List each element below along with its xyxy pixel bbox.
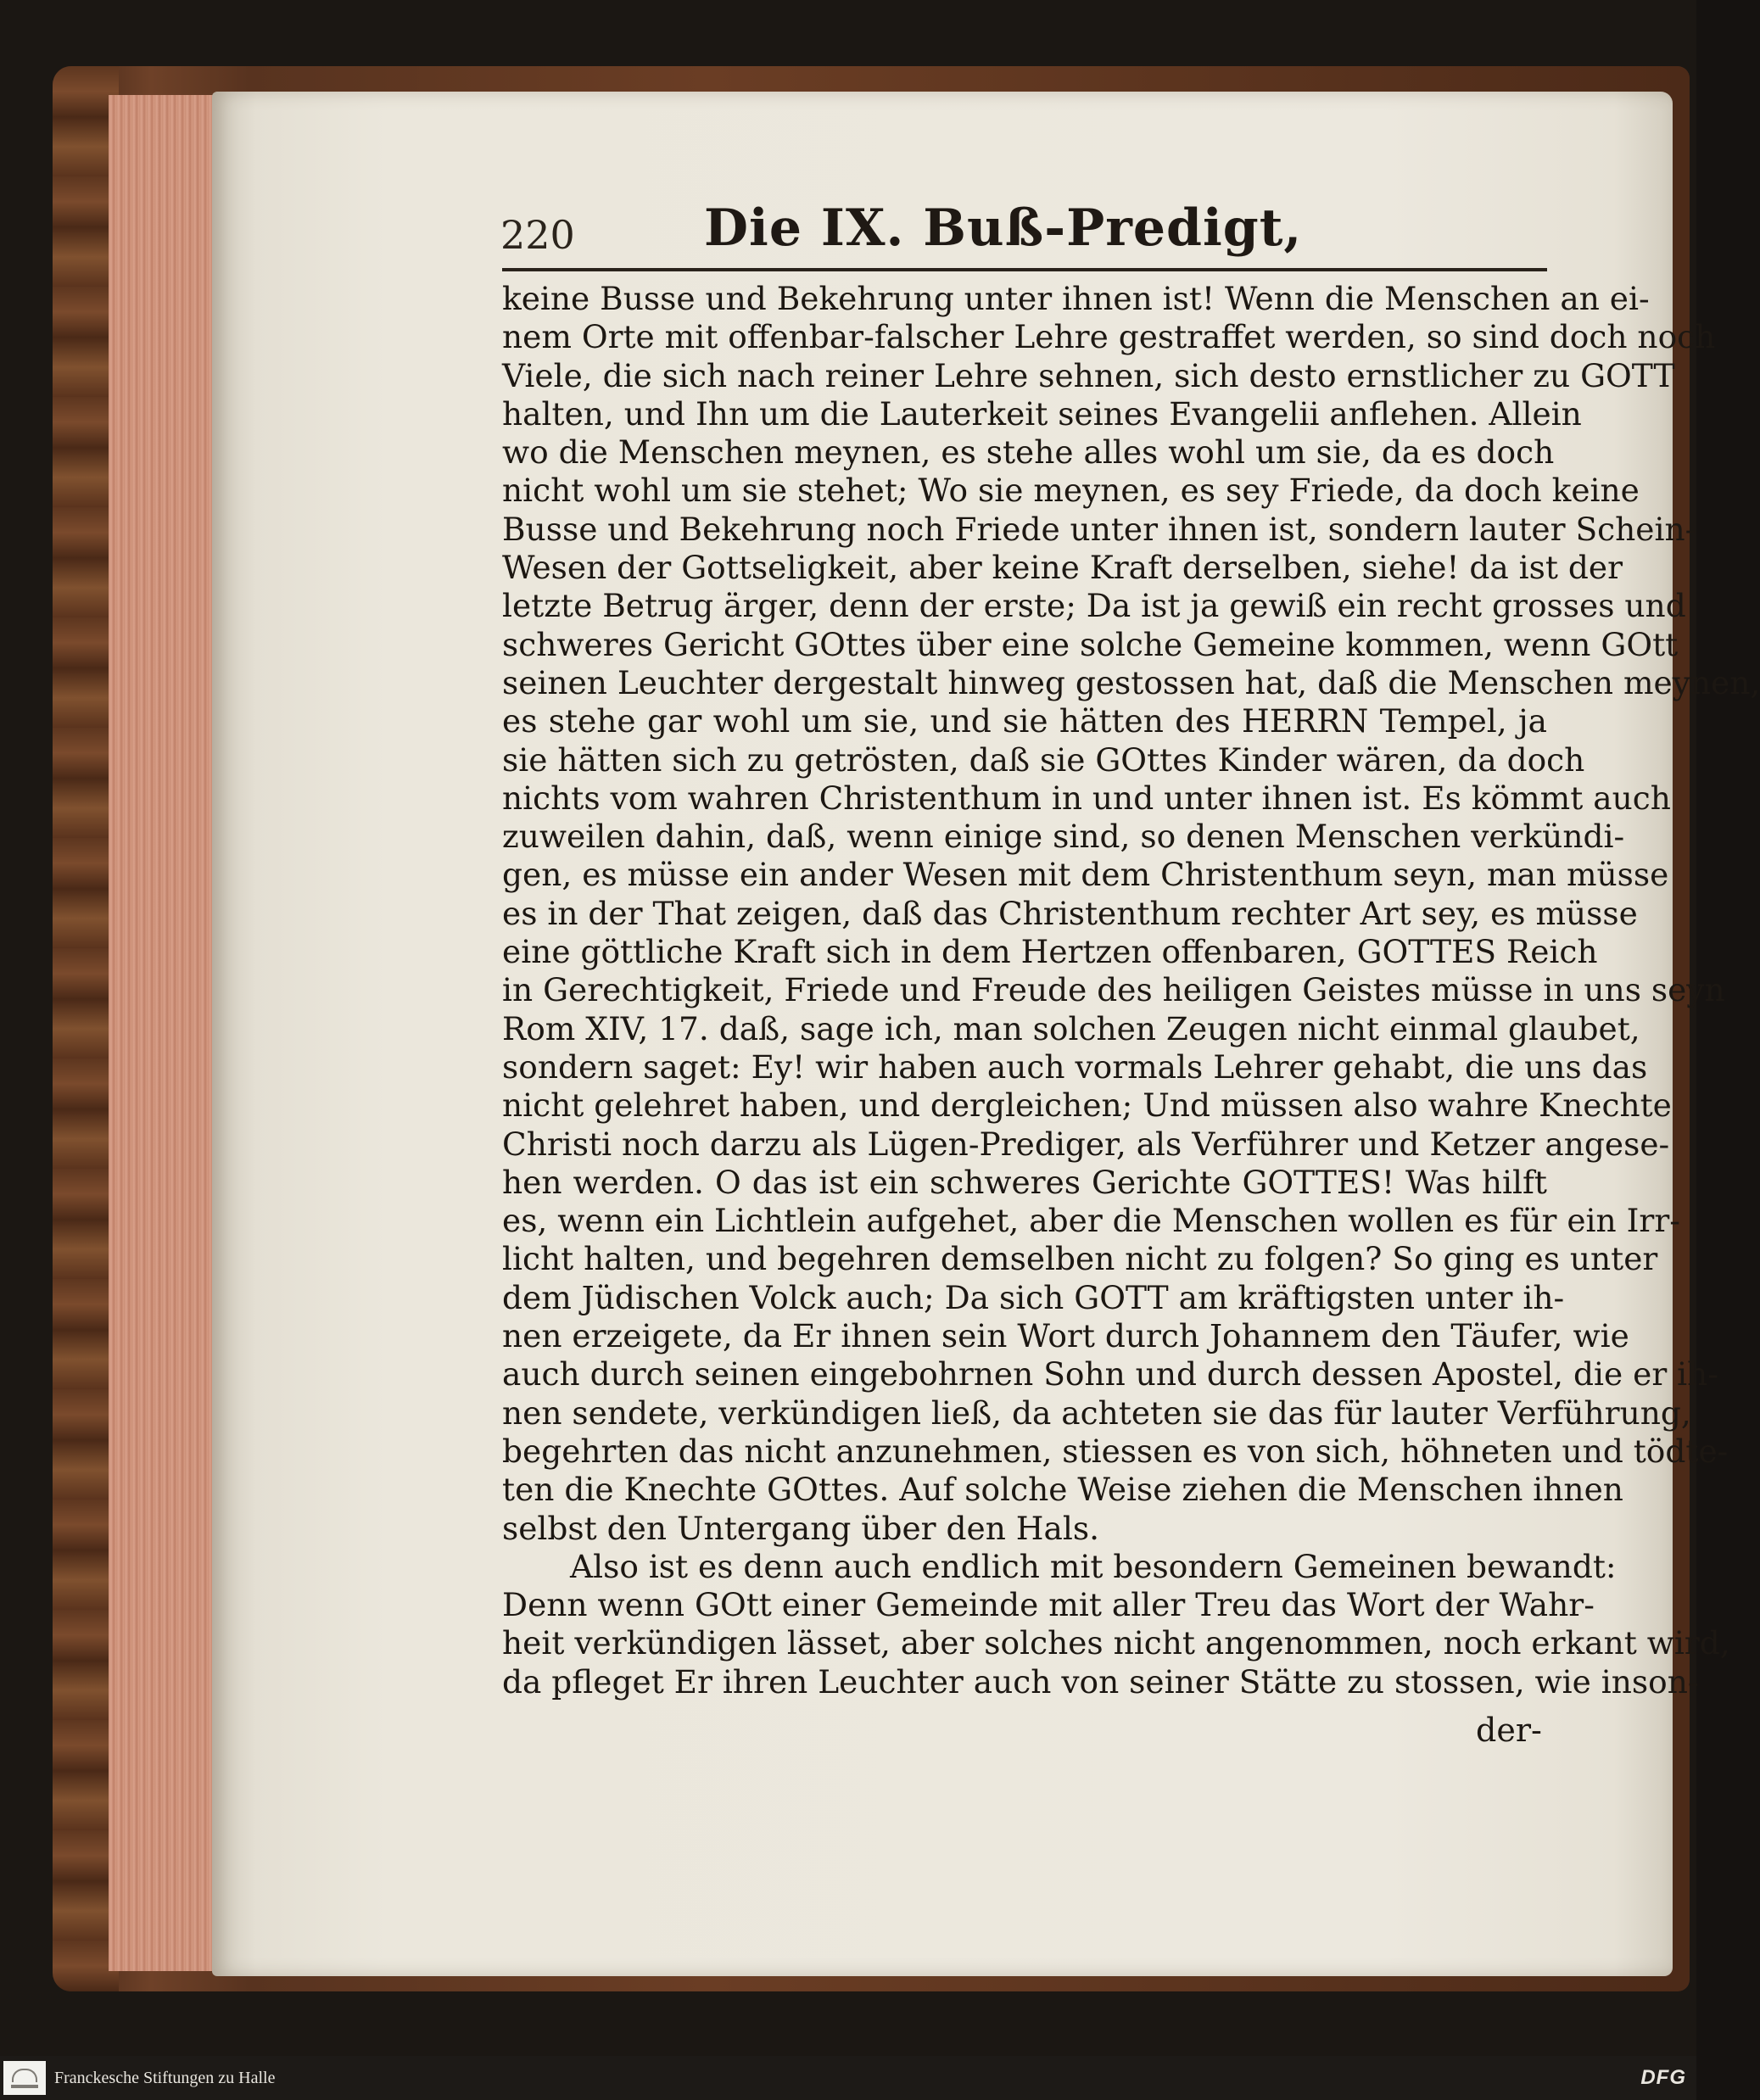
institution-logo [3,2061,46,2095]
text-line: Busse und Bekehrung noch Friede unter ihnen ist, sondern lauter Schein- [502,510,1696,548]
text-line: in Gerechtigkeit, Friede und Freude des heiligen Geistes müsse in uns seyn [502,971,1725,1009]
text-line: zuweilen dahin, daß, wenn einige sind, so denen Menschen verkündi- [502,818,1625,856]
viewer-footer [0,2056,1696,2100]
logo-bar-icon [11,2085,38,2088]
text-line: nicht wohl um sie stehet; Wo sie meynen, es sey Friede, da doch keine [502,472,1640,510]
text-line: es, wenn ein Lichtlein aufgehet, aber die Menschen wollen es für ein Irr- [502,1202,1680,1240]
text-line: nicht gelehret haben, und dergleichen; Und müssen also wahre Knechte [502,1086,1672,1125]
text-line: hen werden. O das ist ein schweres Gerichte GOTTES! Was hilft [502,1163,1547,1201]
text-line: da pfleget Er ihren Leuchter auch von seiner Stätte zu stossen, wie inson- [502,1662,1699,1701]
text-line: selbst den Untergang über den Hals. [502,1509,1100,1547]
header-rule [502,268,1547,271]
running-head: Die IX. Buß-Predigt, [704,198,1303,258]
text-line: Christi noch darzu als Lügen-Prediger, als Verführer und Ketzer angese- [502,1125,1670,1163]
text-line: eine göttliche Kraft sich in dem Hertzen offenbaren, GOTTES Reich [502,933,1598,971]
text-line: es in der That zeigen, daß das Christenthum rechter Art sey, es müsse [502,894,1638,932]
text-line: gen, es müsse ein ander Wesen mit dem Christenthum seyn, man müsse [502,856,1669,894]
text-line: nichts vom wahren Christenthum in und unter ihnen ist. Es kömmt auch [502,779,1671,817]
text-line: dem Jüdischen Volck auch; Da sich GOTT am kräftigsten unter ih- [502,1278,1565,1316]
text-line: nen erzeigete, da Er ihnen sein Wort durch Johannem den Täufer, wie [502,1317,1629,1355]
text-line: begehrten das nicht anzunehmen, stiessen es von sich, höhneten und tödte- [502,1432,1729,1470]
text-line: wo die Menschen meynen, es stehe alles wohl um sie, da es doch [502,433,1555,472]
page-number: 220 [500,212,575,258]
dfg-logo: DFG [1640,2066,1686,2089]
page-edges [109,95,217,1971]
text-line: auch durch seinen eingebohrnen Sohn und durch dessen Apostel, die er ih- [502,1355,1718,1393]
text-line: ten die Knechte GOttes. Auf solche Weise ziehen die Menschen ihnen [502,1471,1623,1509]
text-line: Wesen der Gottseligkeit, aber keine Kraft derselben, siehe! da ist der [502,549,1623,587]
text-line: sondern saget: Ey! wir haben auch vormals Lehrer gehabt, die uns das [502,1047,1648,1086]
logo-mark-icon [12,2069,37,2082]
text-line: sie hätten sich zu getrösten, daß sie GOttes Kinder wären, da doch [502,740,1585,779]
text-line: Viele, die sich nach reiner Lehre sehnen, sich desto ernstlicher zu GOTT [502,356,1675,394]
text-line: halten, und Ihn um die Lauterkeit seines Evangelii anflehen. Allein [502,394,1582,433]
catchword: der- [1476,1712,1542,1749]
text-line: seinen Leuchter dergestalt hinweg gestossen hat, daß die Menschen meynen, [502,663,1760,701]
body-text [502,280,1760,1701]
page-header [500,192,1545,258]
text-line: schweres Gericht GOttes über eine solche Gemeine kommen, wenn GOtt [502,625,1679,663]
text-line: nen sendete, verkündigen ließ, da achteten sie das für lauter Verführung, [502,1393,1691,1432]
text-line: heit verkündigen lässet, aber solches nicht angenommen, noch erkant wird, [502,1624,1730,1662]
text-line: Denn wenn GOtt einer Gemeinde mit aller Treu das Wort der Wahr- [502,1586,1595,1624]
text-line: Rom XIV, 17. daß, sage ich, man solchen Zeugen nicht einmal glaubet, [502,1009,1640,1047]
text-line: licht halten, und begehren demselben nicht zu folgen? So ging es unter [502,1240,1658,1278]
text-line: keine Busse und Bekehrung unter ihnen ist! Wenn die Menschen an ei- [502,280,1650,317]
text-line: Also ist es denn auch endlich mit besondern Gemeinen bewandt: [570,1547,1617,1585]
text-line: nem Orte mit offenbar-falscher Lehre gestraffet werden, so sind doch noch [502,318,1716,356]
text-line: es stehe gar wohl um sie, und sie hätten des HERRN Tempel, ja [502,702,1547,740]
text-line: letzte Betrug ärger, denn der erste; Da ist ja gewiß ein recht grosses und [502,587,1686,625]
library-name: Franckesche Stiftungen zu Halle [54,2068,276,2087]
